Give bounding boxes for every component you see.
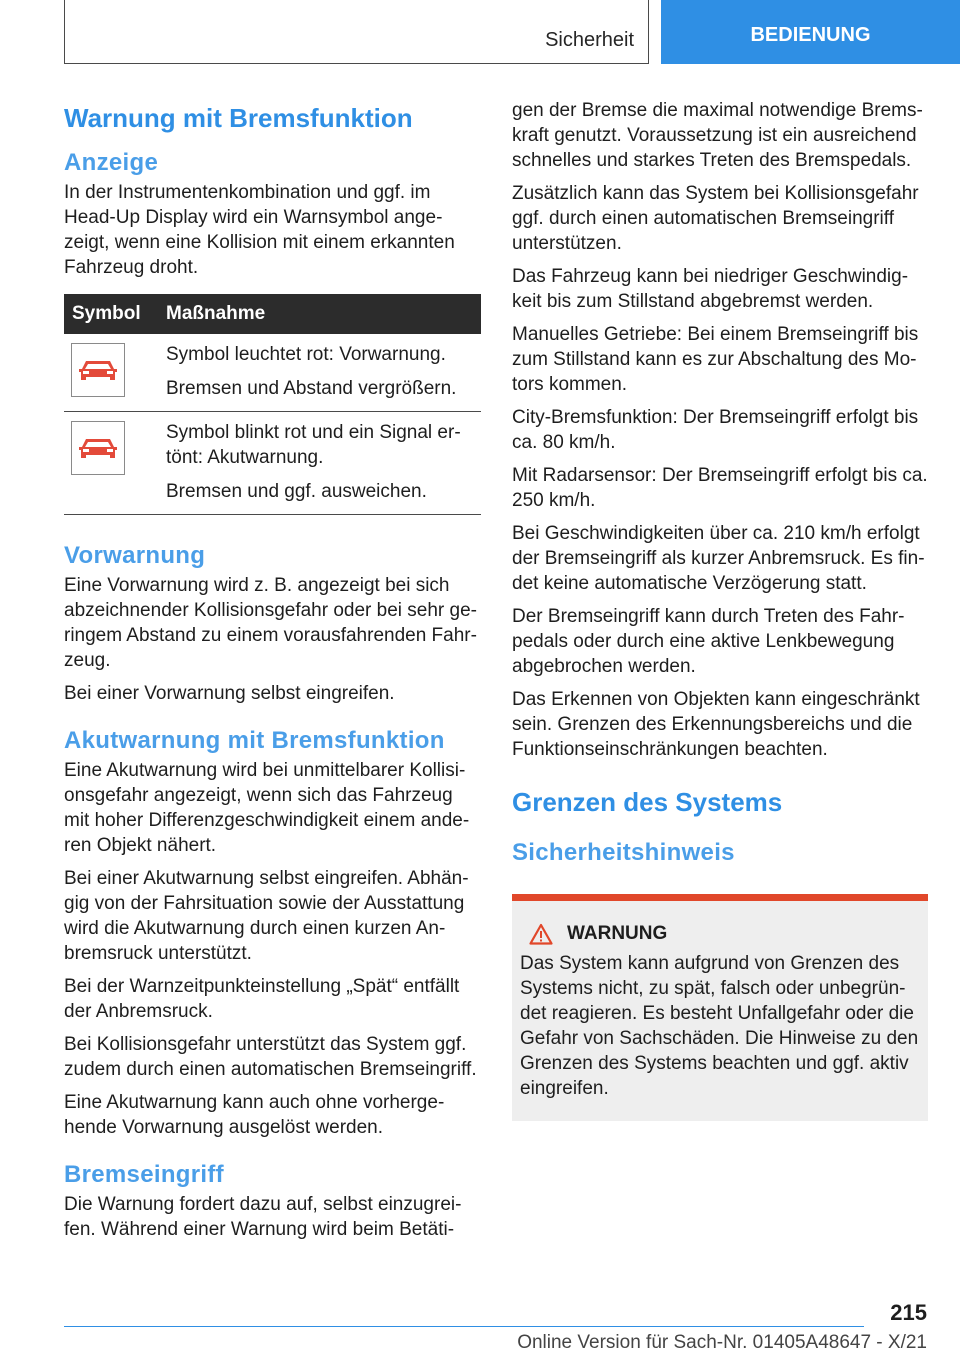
right-p8: Der Bremseingriff kann durch Treten des Fahrpedals oder durch eine aktive Lenkbewegung abgebrochen werden.: [512, 606, 905, 677]
warning-box: [512, 894, 928, 1121]
symbol-table: [64, 294, 481, 515]
akut-p2: Bei einer Akutwarnung selbst eingreifen. Abhängig von der Fahrsituation sowie der Ausstattung wird die Akutwarnung durch einen kurzen Anbremsruck unterstützt.: [64, 868, 469, 964]
warning-text: Das System kann aufgrund von Grenzen des Systems nicht, zu spät, falsch oder unbegründet reagieren. Es besteht Unfallgefahr oder die Gefahr von Sachschäden. Die Hinweise zu den Grenzen des Systems beachten und ggf. aktiv eingreifen.: [520, 953, 919, 1099]
right-p6: Mit Radarsensor: Der Bremseingriff erfolgt bis ca. 250 km/h.: [512, 465, 928, 511]
col-symbol-header: Symbol: [64, 294, 158, 334]
warning-title: [529, 923, 920, 945]
footer-divider: [64, 1326, 864, 1327]
vorwarnung-p1: Eine Vorwarnung wird z. B. angezeigt bei sich abzeichnender Kollisionsgefahr oder bei sehr geringem Abstand zu einem vorausfahrenden Fahrzeug.: [64, 575, 477, 671]
right-p2: Zusätzlich kann das System bei Kollisionsgefahr ggf. durch einen automatischen Bremseingriff unterstützen.: [512, 183, 919, 254]
symbol-cell: [64, 334, 158, 412]
row2-line2: Bremsen und ggf. ausweichen.: [166, 481, 427, 502]
car-front-icon: [71, 421, 125, 475]
vorwarnung-p2: Bei einer Vorwarnung selbst eingreifen.: [64, 683, 395, 704]
heading-akutwarnung: Akutwarnung mit Bremsfunktion: [64, 727, 445, 754]
heading-sicherheitshinweis: Sicherheitshinweis: [512, 839, 735, 866]
right-p9: Das Erkennen von Objekten kann eingeschränkt sein. Grenzen des Erkennungsbereichs und die Funktionseinschränkungen beachten.: [512, 689, 920, 760]
heading-anzeige: Anzeige: [64, 149, 159, 176]
car-front-icon: [71, 343, 125, 397]
right-column: [512, 98, 928, 1121]
akut-p5: Eine Akutwarnung kann auch ohne vorhergehende Vorwarnung ausgelöst werden.: [64, 1092, 445, 1138]
action-cell: [158, 412, 481, 515]
heading-grenzen: Grenzen des Systems: [512, 787, 783, 817]
action-cell: [158, 334, 481, 412]
right-p4: Manuelles Getriebe: Bei einem Bremseingriff bis zum Stillstand kann es zur Abschaltung des Motors kommen.: [512, 324, 919, 395]
row1-line1: Symbol leuchtet rot: Vorwarnung.: [166, 344, 446, 365]
table-row: [64, 334, 481, 412]
akut-p1: Eine Akutwarnung wird bei unmittelbarer Kollisionsgefahr angezeigt, wenn sich das Fahrzeug mit hoher Differenzgeschwindigkeit einem anderen Objekt nähert.: [64, 760, 470, 856]
footer-online-version: Online Version für Sach-Nr. 01405A48647 - X/21: [517, 1332, 927, 1353]
header-section-title: Sicherheit: [545, 29, 634, 51]
right-p3: Das Fahrzeug kann bei niedriger Geschwindigkeit bis zum Stillstand abgebremst werden.: [512, 266, 909, 312]
row2-line1: Symbol blinkt rot und ein Signal ertönt: Akutwarnung.: [166, 422, 461, 468]
heading-vorwarnung: Vorwarnung: [64, 542, 206, 569]
page-number: 215: [890, 1300, 927, 1325]
akut-p4: Bei Kollisionsgefahr unterstützt das System ggf. zudem durch einen automatischen Bremseingriff.: [64, 1034, 477, 1080]
page-title: Warnung mit Bremsfunktion: [64, 103, 413, 133]
table-header-row: [64, 294, 481, 334]
row1-line2: Bremsen und Abstand vergrößern.: [166, 378, 457, 399]
left-column: [64, 96, 481, 1250]
header-tab: BEDIENUNG: [661, 0, 960, 64]
warning-triangle-icon: [529, 923, 553, 945]
table-row: [64, 412, 481, 515]
symbol-cell: [64, 412, 158, 515]
anzeige-text: In der Instrumentenkombination und ggf. im Head-Up Display wird ein Warnsymbol angezeigt, wenn eine Kollision mit einem erkannten Fahrzeug droht.: [64, 182, 455, 278]
right-p7: Bei Geschwindigkeiten über ca. 210 km/h erfolgt der Bremseingriff als kurzer Anbremsruck. Es findet keine automatische Verzögerung statt.: [512, 523, 925, 594]
heading-bremseingriff: Bremseingriff: [64, 1161, 224, 1188]
brems-p1: Die Warnung fordert dazu auf, selbst einzugreifen. Während einer Warnung wird beim Betäti-: [64, 1194, 462, 1240]
right-p5: City-Bremsfunktion: Der Bremseingriff erfolgt bis ca. 80 km/h.: [512, 407, 919, 453]
warning-label: WARNUNG: [567, 923, 668, 944]
akut-p3: Bei der Warnzeitpunkteinstellung „Spät“ entfällt der Anbremsruck.: [64, 976, 460, 1022]
col-action-header: Maßnahme: [158, 294, 481, 334]
right-p1: gen der Bremse die maximal notwendige Bremskraft genutzt. Voraussetzung ist ein ausreichend schnelles und starkes Treten des Bremspedals.: [512, 100, 923, 171]
